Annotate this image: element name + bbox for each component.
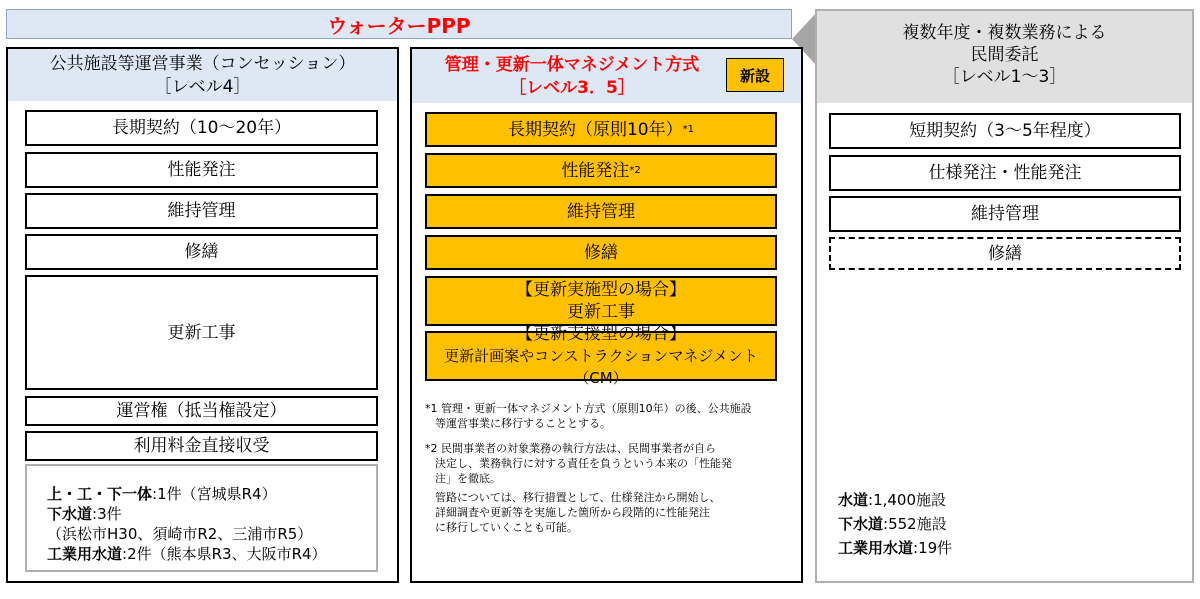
left-item-repair: 修繕 [25,234,378,270]
right-header-line2: 民間委託 [970,45,1039,65]
right-stat-row: 工業用水道:19件 [838,539,953,557]
mid-item-performance-order: 性能発注 *2 [425,153,777,188]
note3: 管路については、移行措置として、仕様発注から開始し、 詳細調査や更新等を実施した箇所から段階的に性能発注 に移行していくことも可能。 [435,491,721,534]
left-item-maintenance: 維持管理 [25,193,378,229]
left-stat-row: （浜松市H30、須崎市R2、三浦市R5） [47,525,313,543]
left-stat-row: 工業用水道:2件（熊本県R3、大阪市R4） [47,545,327,563]
mid-item-maintenance: 維持管理 [425,194,777,229]
new-badge: 新設 [726,58,784,92]
mid-item-repair: 修繕 [425,235,777,270]
mid-item-renewal-support: 【更新支援型の場合】 更新計画案やコンストラクションマネジメント（CM） [425,331,777,381]
left-item-renewal-work: 更新工事 [25,275,378,390]
left-item-performance-order: 性能発注 [25,152,378,188]
right-stat-row: 水道:1,400施設 [838,491,947,509]
left-stats-box [25,464,378,572]
left-item-operating-rights: 運営権（抵当権設定） [25,396,378,426]
left-item-long-contract: 長期契約（10～20年） [25,110,378,146]
middle-header-title: 管理・更新一体マネジメント方式 ［レベル3．5］ [444,55,700,98]
left-header-line1: 公共施設等運営事業（コンセッション） [49,54,356,74]
banner-title: ウォーターPPP [327,13,471,38]
right-item-spec-performance: 仕様発注・性能発注 [829,155,1181,191]
left-header [8,49,397,101]
mid-item-renewal-execution: 【更新実施型の場合】 更新工事 [425,276,777,326]
right-header-line1: 複数年度・複数業務による [902,23,1107,43]
left-stat-row: 下水道:3件 [47,505,122,523]
ppp-banner [6,9,792,39]
left-stat-row: 上・工・下一体:1件（宮城県R4） [47,485,277,503]
left-item-fee-collection: 利用料金直接収受 [25,431,378,461]
note1: *1 管理・更新一体マネジメント方式（原則10年）の後、公共施設 等運営事業に移行することとする。 [425,402,752,430]
right-item-maintenance: 維持管理 [829,196,1181,232]
right-stats [838,488,952,560]
note2: *2 民間事業者の対象業務の執行方法は、民間事業者が自ら 決定し、業務執行に対する責任を負うという本来の「性能発 注」を徹底。 [425,442,732,485]
right-item-repair: 修繕 [829,237,1181,270]
right-stat-row: 下水道:552施設 [838,515,947,533]
right-header-line3: ［レベル1～3］ [942,67,1067,87]
middle-header [412,49,801,103]
middle-footnotes [425,401,795,537]
right-header [817,11,1192,103]
right-item-short-contract: 短期契約（3～5年程度） [829,113,1181,149]
left-header-line2: ［レベル4］ [154,77,251,97]
mid-item-long-contract: 長期契約（原則10年） *1 [425,112,777,147]
